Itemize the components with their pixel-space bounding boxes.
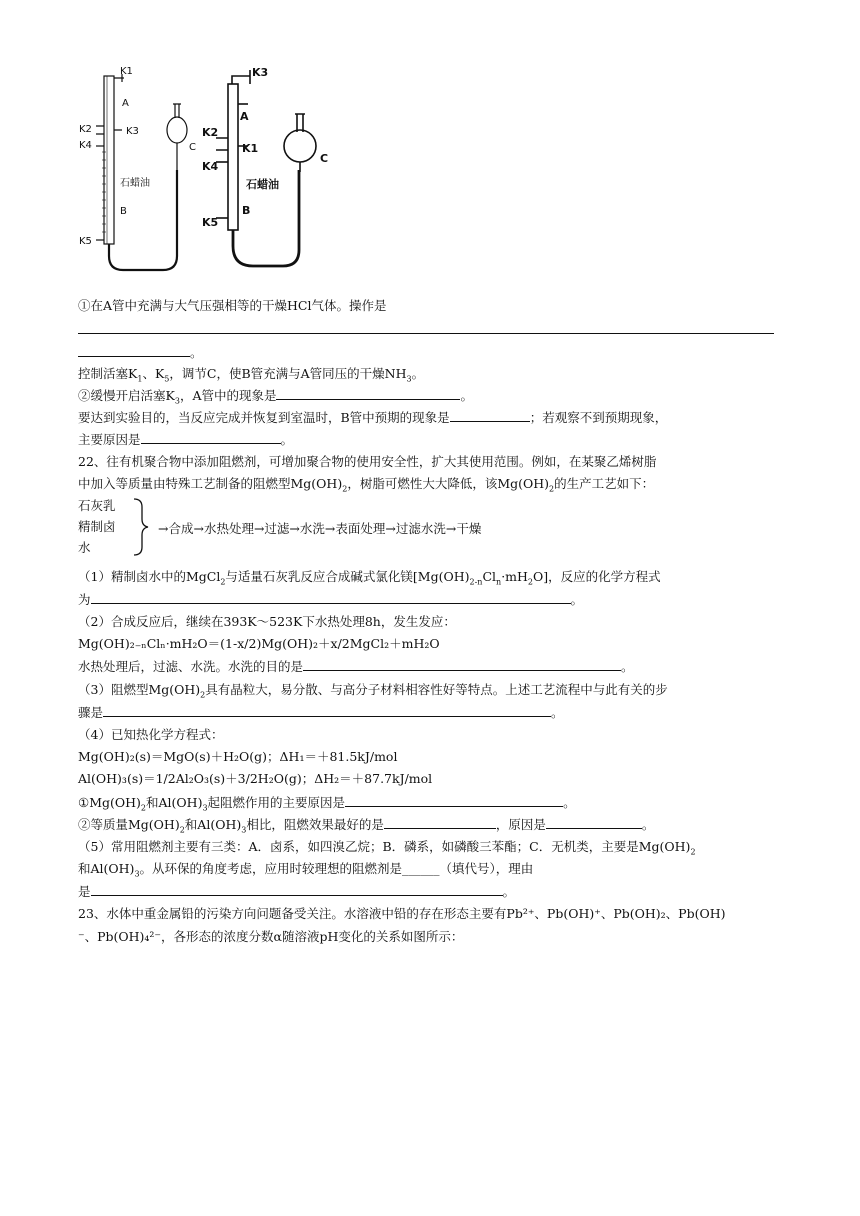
right-label-a: A <box>240 110 249 123</box>
answer-blank[interactable] <box>141 431 281 444</box>
flow-inputs <box>78 495 138 558</box>
left-label-b: B <box>120 206 127 217</box>
right-label-k5: K5 <box>202 216 219 229</box>
left-label-k1: K1 <box>120 66 133 77</box>
left-label-k3: K3 <box>126 126 139 137</box>
answer-blank[interactable] <box>303 658 621 671</box>
right-label-k4: K4 <box>202 160 219 173</box>
q23-line1: 23、水体中重金属铅的污染方向问题备受关注。水溶液中铅的存在形态主要有Pb²⁺、Pb(OH)⁺、Pb(OH)₂、Pb(OH) <box>78 906 726 921</box>
left-label-k5: K5 <box>79 236 92 247</box>
q22-part2: （2）合成反应后，继续在393K～523K下水热处理8h，发生发应： <box>78 614 456 629</box>
right-label-c: C <box>320 152 329 165</box>
left-apparatus <box>96 74 187 270</box>
q22-part3-answer: 骤是 。 <box>78 705 564 720</box>
q22-intro-line1: 22、往有机聚合物中添加阻燃剂，可增加聚合物的使用安全性，扩大其使用范围。例如，在某聚乙烯树脂 <box>78 454 657 469</box>
answer-blank[interactable] <box>91 591 571 604</box>
flow-input-brine: 精制卤 <box>78 519 116 534</box>
answer-blank[interactable] <box>546 816 642 829</box>
q22-part4-eq1: Mg(OH)₂(s)＝MgO(s)＋H₂O(g)；ΔH₁＝＋81.5kJ/mol <box>78 749 398 764</box>
left-label-a: A <box>122 98 129 109</box>
q21-answer-line <box>78 333 774 334</box>
q23-line2: ⁻、Pb(OH)₄²⁻，各形态的浓度分数α随溶液pH变化的关系如图所示： <box>78 929 464 944</box>
answer-blank[interactable] <box>384 816 496 829</box>
left-label-k2: K2 <box>79 124 92 135</box>
q21-step1: ①在A管中充满与大气压强相等的干燥HCl气体。操作是 <box>78 298 387 313</box>
q22-part3: （3）阻燃型$Mg(OH)_2$具有晶粒大，易分散、与高分子材料相容性好等特点。上述工艺流程中与此有关的步 <box>78 682 668 700</box>
answer-blank[interactable] <box>345 794 563 807</box>
q22-part4-q1: $①Mg(OH)_2$和$Al(OH)_3$起阻燃作用的主要原因是 。 <box>78 795 576 813</box>
answer-blank[interactable] <box>78 344 190 357</box>
q22-part4-q2: ②等质量$Mg(OH)_2$和$Al(OH)_3$相比，阻燃效果最好的是 ，原因是 。 <box>78 817 655 835</box>
right-label-k1: K1 <box>242 142 259 155</box>
q22-part5-line2: 和$Al(OH)_3$。从环保的角度考虑，应用时较理想的阻燃剂是______（填代号），理由 <box>78 861 534 879</box>
q22-intro-line2: 中加入等质量由特殊工艺制备的阻燃型$Mg(OH)_2$，树脂可燃性大大降低，该$Mg(OH)_2$的生产工艺如下： <box>78 476 655 494</box>
answer-blank[interactable] <box>91 883 503 896</box>
flow-chain: →合成→水热处理→过滤→水洗→表面处理→过滤水洗→干燥 <box>158 521 482 536</box>
q22-part2-wash: 水热处理后，过滤、水洗。水洗的目的是 。 <box>78 659 634 674</box>
q22-part4-title: （4）已知热化学方程式： <box>78 727 224 742</box>
right-label-k2: K2 <box>202 126 219 139</box>
answer-blank[interactable] <box>276 387 460 400</box>
q22-part2-equation: Mg(OH)₂₋ₙClₙ·mH₂O＝(1-x/2)Mg(OH)₂＋x/2MgCl₂＋mH₂O <box>78 636 440 651</box>
left-label-k4: K4 <box>79 140 92 151</box>
right-apparatus <box>216 70 316 266</box>
q22-part5: （5）常用阻燃剂主要有三类：A．卤系，如四溴乙烷；B．磷系，如磷酸三苯酯；C．无机类，主要是$Mg(OH)_2$ <box>78 839 696 857</box>
flow-input-water: 水 <box>78 540 91 555</box>
q21-reason: 主要原因是 。 <box>78 432 294 447</box>
left-label-paraffin: 石蜡油 <box>120 178 150 189</box>
right-label-b: B <box>242 204 251 217</box>
left-label-c: C <box>189 142 196 153</box>
q21-expect: 要达到实验目的，当反应完成并恢复到室温时，B管中预期的现象是 ；若观察不到预期现象， <box>78 410 668 425</box>
answer-blank[interactable] <box>103 704 551 717</box>
q22-part1: （1）精制卤水中的MgCl$_2$与适量石灰乳反应合成碱式氯化镁$[Mg(OH)_{2-n}Cl_n\cdot mH_2O]$，反应的化学方程式 <box>78 569 661 587</box>
right-label-paraffin: 石蜡油 <box>246 178 279 191</box>
flow-input-lime: 石灰乳 <box>78 498 116 513</box>
right-brace-icon <box>130 497 150 557</box>
apparatus-figure <box>76 62 366 282</box>
answer-blank[interactable] <box>450 409 530 422</box>
q22-part1-answer: 为 。 <box>78 592 584 607</box>
q21-control: 控制活塞$K_1$、$K_5$，调节C，使B管充满与A管同压的干燥$NH_3$。 <box>78 366 425 384</box>
q21-step2: ②缓慢开启活塞$K_3$，A管中的现象是 。 <box>78 388 473 406</box>
q21-step1-end: 。 <box>78 344 203 361</box>
q22-part4-eq2: Al(OH)₃(s)＝1/2Al₂O₃(s)＋3/2H₂O(g)；ΔH₂＝＋87.7kJ/mol <box>78 771 433 786</box>
q22-part5-answer: 是 。 <box>78 884 516 899</box>
right-label-k3: K3 <box>252 66 269 79</box>
